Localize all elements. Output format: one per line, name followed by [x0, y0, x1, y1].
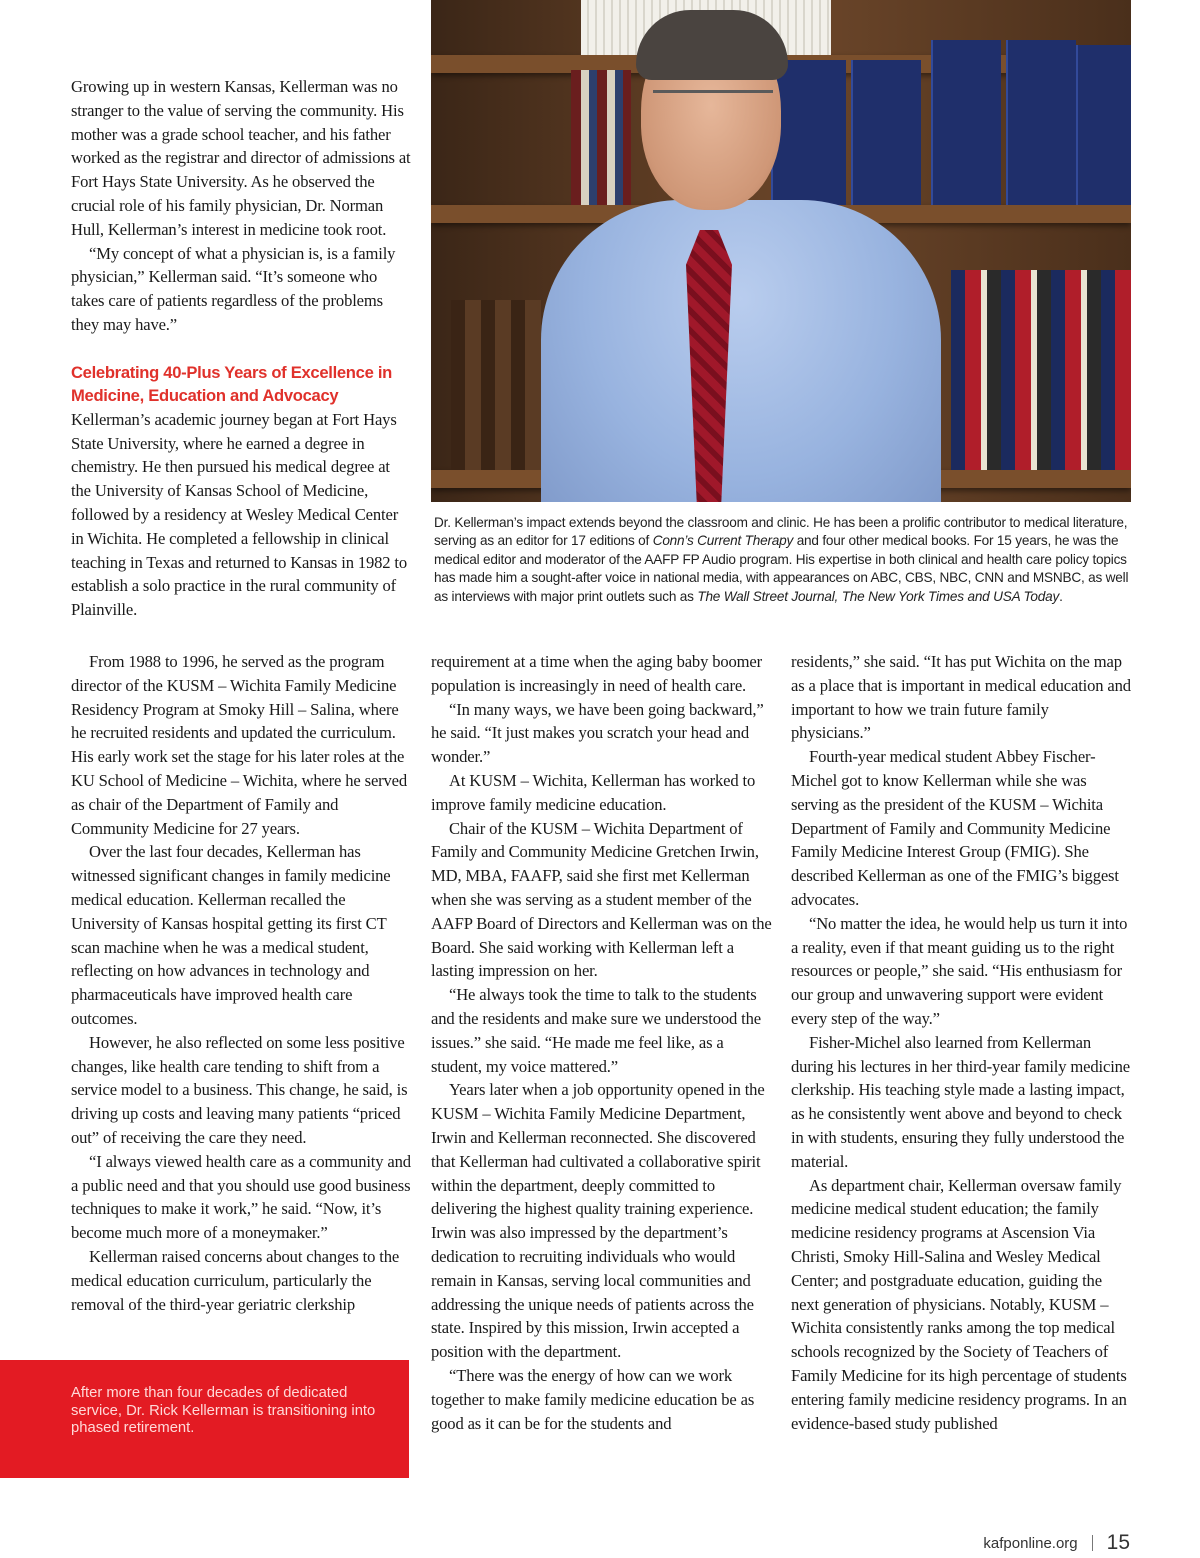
person-shirt	[541, 200, 941, 502]
paragraph: Fourth-year medical student Abbey Fischer-Michel got to know Kellerman while she was serving as the president of the KUSM – Wichita Department of Family and Community Medicine Family Medicine Interest Group (FMIG). She described Kellerman as one of the FMIG’s biggest advocates.	[791, 747, 1119, 909]
paragraph: requirement at a time when the aging baby boomer population is increasingly in need of health care.	[431, 652, 763, 695]
paragraph: residents,” she said. “It has put Wichita on the map as a place that is important in medical education and important to how we train future family physicians.”	[791, 652, 1131, 743]
caption-text: .	[1059, 588, 1063, 604]
paragraph: From 1988 to 1996, he served as the program director of the KUSM – Wichita Family Medicine Residency Program at Smoky Hill – Salina, where he recruited residents and updated the curriculum. His early work set the stage for his later roles at the KU School of Medicine – Wichita, where he served as chair of the Department of Family and Community Medicine for 27 years.	[71, 652, 408, 838]
photo-caption	[434, 514, 1134, 606]
footer-divider	[1092, 1535, 1093, 1551]
paragraph: At KUSM – Wichita, Kellerman has worked to improve family medicine education.	[431, 770, 756, 814]
paragraph: Growing up in western Kansas, Kellerman was no stranger to the value of serving the community. His mother was a grade school teacher, and his father worked as the registrar and director of admissions at Fort Hays State University. As he observed the crucial role of his family physician, Dr. Norman Hull, Kellerman’s interest in medicine took root.	[71, 77, 411, 239]
binder	[771, 60, 846, 205]
glasses-icon	[653, 90, 773, 120]
paragraph: Kellerman’s academic journey began at Fort Hays State University, where he earned a degree in chemistry. He then pursued his medical degree at the University of Kansas School of Medicine, followed by a residency at Wesley Medical Center in Wichita. He completed a fellowship in clinical teaching in Texas and returned to Kansas in 1982 to establish a solo practice in the rural community of Plainville.	[71, 409, 408, 620]
callout-text: After more than four decades of dedicated service, Dr. Rick Kellerman is transitioning into phased retirement.	[71, 1385, 376, 1436]
article-column-middle	[431, 650, 773, 1435]
paragraph: “In many ways, we have been going backward,” he said. “It just makes you scratch your head and wonder.”	[431, 699, 764, 767]
paragraph: “No matter the idea, he would help us turn it into a reality, even if that meant guiding us to the right resources or people,” she said. “His enthusiasm for our group and unwavering support were evident every step of the way.”	[791, 913, 1128, 1028]
binder	[1006, 40, 1076, 205]
caption-text: and four other medical books. For 15 years, he was the medical editor and moderator of the AAFP FP Audio program. His expertise in both clinical and health care policy topics has made him a sought-after voice in national media, with appearances on ABC, CBS, NBC, CNN and MSNBC, as well as interviews with major print outlets such as	[434, 533, 1129, 604]
section-heading: Celebrating 40-Plus Years of Excellence in Medicine, Education and Advocacy	[71, 362, 392, 406]
article-column-right	[791, 650, 1131, 1435]
person-hair	[636, 10, 788, 80]
paragraph: Over the last four decades, Kellerman has witnessed significant changes in family medicine medical education. Kellerman recalled the University of Kansas hospital getting its first CT scan machine when he was a medical student, reflecting on how advances in technology and pharmaceuticals have improved health care outcomes.	[71, 842, 391, 1028]
caption-italic: The Wall Street Journal, The New York Times and USA Today	[697, 588, 1060, 604]
paragraph: Fisher-Michel also learned from Kellerman during his lectures in her third-year family medicine clerkship. His teaching style made a lasting impact, as he consistently went above and beyond to check in with students, ensuring they fully understood the material.	[791, 1032, 1131, 1171]
caption-text: Dr. Kellerman’s impact extends beyond the classroom and clinic. He has been a prolific contributor to medical literature, serving as an editor for 17 editions of	[434, 515, 1128, 549]
paragraph: “I always viewed health care as a community and a public need and that you should use good business techniques to make it work,” he said. “Now, it’s become much more of a moneymaker.”	[71, 1151, 411, 1243]
paragraph: “There was the energy of how can we work together to make family medicine education be as good as it can be for the students and	[431, 1365, 755, 1433]
book-row	[451, 300, 541, 470]
binder	[851, 60, 921, 205]
caption-italic: Conn’s Current Therapy	[652, 533, 794, 549]
kellerman-portrait-photo	[431, 0, 1131, 502]
paragraph: However, he also reflected on some less positive changes, like health care tending to shift from a service model to a business. This change, he said, is driving up costs and leaving many patients “priced out” of receiving the care they need.	[71, 1032, 408, 1147]
page-footer	[983, 1530, 1130, 1556]
book-row	[951, 270, 1131, 470]
article-column-left-bottom	[71, 650, 416, 1316]
footer-site-link[interactable]: kafponline.org	[983, 1534, 1078, 1552]
paragraph: As department chair, Kellerman oversaw family medicine medical student education; the family medicine residency programs at Ascension Via Christi, Smoky Hill-Salina and Wesley Medical Center; and postgraduate education, guiding the next generation of physicians. Notably, KUSM – Wichita consistently ranks among the top medical schools recognized by the Society of Teachers of Family Medicine for its high percentage of students entering family medicine residency programs. In an evidence-based study published	[791, 1175, 1127, 1433]
paragraph: Years later when a job opportunity opened in the KUSM – Wichita Family Medicine Department, Irwin and Kellerman reconnected. She discovered that Kellerman had cultivated a collaborative spirit within the department, deeply committed to delivering the highest quality training experience. Irwin was also impressed by the department’s dedication to recruiting individuals who would remain in Kansas, serving local communities and addressing the unique needs of patients across the state. Inspired by this mission, Irwin accepted a position with the department.	[431, 1080, 765, 1362]
binder	[931, 40, 1001, 205]
book-row	[571, 70, 631, 205]
paragraph: Kellerman raised concerns about changes to the medical education curriculum, particularly the removal of the third-year geriatric clerkship	[71, 1246, 400, 1314]
paragraph: Chair of the KUSM – Wichita Department of Family and Community Medicine Gretchen Irwin, MD, MBA, FAAFP, said she first met Kellerman when she was serving as a student member of the AAFP Board of Directors and Kellerman was on the Board. She said working with Kellerman left a lasting impression on her.	[431, 818, 772, 981]
binder	[1076, 45, 1131, 205]
paragraph: “My concept of what a physician is, is a family physician,” Kellerman said. “It’s someone who takes care of patients regardless of the problems they may have.”	[71, 243, 396, 334]
page-number: 15	[1106, 1531, 1130, 1554]
paragraph: “He always took the time to talk to the students and the residents and make sure we understood the issues.” she said. “He made me feel like, as a student, my voice mattered.”	[431, 985, 761, 1076]
article-column-left-top	[71, 75, 411, 622]
